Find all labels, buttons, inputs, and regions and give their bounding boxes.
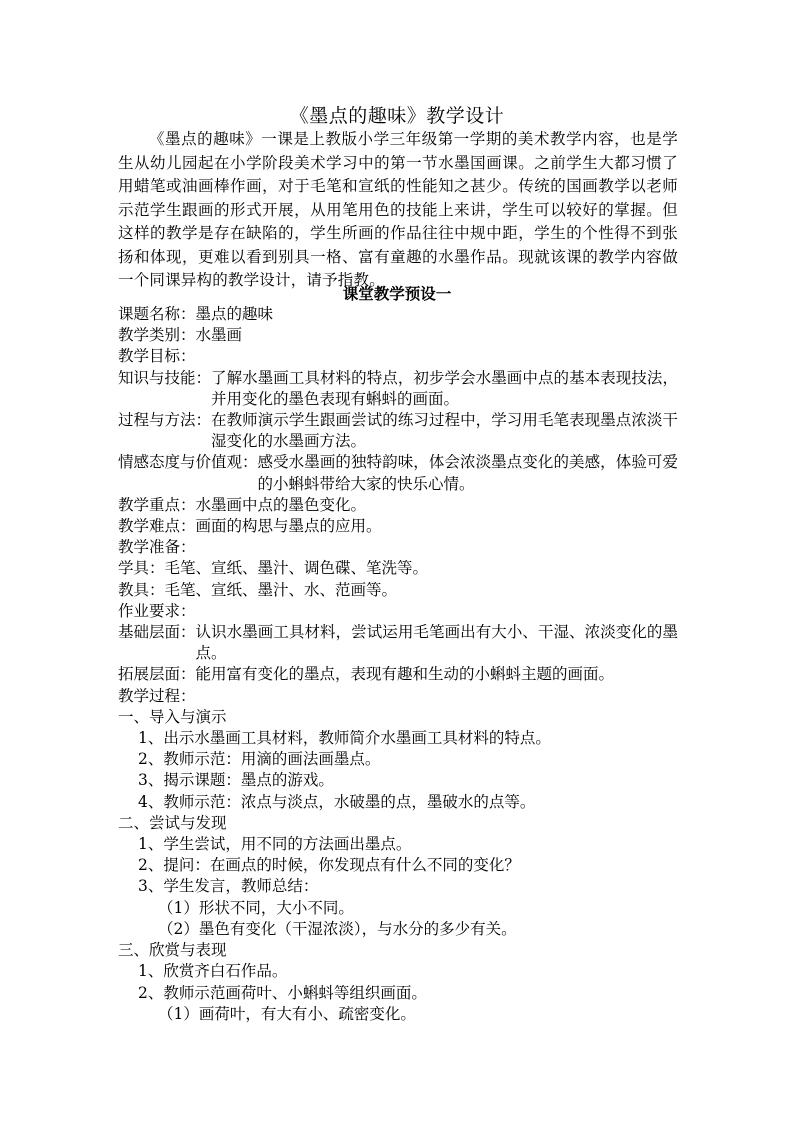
section-1-item-1: 1、出示水墨画工具材料，教师简介水墨画工具材料的特点。 [138, 729, 551, 748]
extend-level-line: 拓展层面：能用富有变化的墨点，表现有趣和生动的小蝌蚪主题的画面。 [118, 665, 615, 684]
teacher-tools-line: 教具：毛笔、宣纸、墨汁、水、范画等。 [118, 580, 398, 599]
emotion-goal-label: 情感态度与价值观： [118, 453, 258, 472]
emotion-goal-text: 感受水墨画的独特韵味，体会浓淡墨点变化的美感，体验可爱的小蝌蚪带给大家的快乐心情。 [257, 453, 678, 493]
section-2-subitem-2: （2）墨色有变化（干湿浓淡），与水分的多少有关。 [158, 919, 517, 938]
process-goal-label: 过程与方法： [118, 411, 212, 430]
homework-heading: 作业要求： [118, 601, 196, 620]
section-1-item-4: 4、教师示范：浓点与淡点，水破墨的点，墨破水的点等。 [138, 792, 536, 811]
student-tools-line: 学具：毛笔、宣纸、墨汁、调色碟、笔洗等。 [118, 559, 429, 578]
process-heading: 教学过程： [118, 686, 196, 705]
knowledge-goal-label: 知识与技能： [118, 368, 212, 387]
prep-heading: 教学准备： [118, 538, 196, 557]
basic-level-label: 基础层面： [118, 623, 196, 642]
document-title: 《墨点的趣味》教学设计 [289, 105, 505, 127]
section-3-heading: 三、欣赏与表现 [118, 941, 227, 960]
lesson-plan-body [118, 304, 678, 1025]
section-1-item-3: 3、揭示课题：墨点的游戏。 [138, 771, 334, 790]
section-2-item-2: 2、提问：在画点的时候，你发现点有什么不同的变化？ [138, 856, 520, 875]
basic-level [118, 622, 678, 664]
topic-line: 课题名称：墨点的趣味 [118, 305, 274, 323]
emotion-goal [118, 452, 678, 494]
goals-heading: 教学目标： [118, 347, 196, 366]
section-2-subitem-1: （1）形状不同，大小不同。 [158, 898, 354, 917]
basic-level-text: 认识水墨画工具材料，尝试运用毛笔画出有大小、干湿、浓淡变化的墨点。 [195, 623, 678, 663]
intro-paragraph: 《墨点的趣味》一课是上教版小学三年级第一学期的美术教学内容，也是学生从幼儿园起在小学阶段美术学习中的第一节水墨国画课。之前学生大都习惯了用蜡笔或油画棒作画，对于毛笔和宣纸的性能知之甚少。传统的国画教学以老师示范学生跟画的形式开展，从用笔用色的技能上来讲，学生可以较好的掌握。但这样的教学是存在缺陷的，学生所画的作品往往中规中距，学生的个性得不到张扬和体现，更难以看到别具一格、富有童趣的水墨作品。现就该课的教学内容做一个同课异构的教学设计，请予指教。 [118, 130, 678, 289]
section-2-item-1: 1、学生尝试，用不同的方法画出墨点。 [138, 835, 412, 854]
section-3-item-2: 2、教师示范画荷叶、小蝌蚪等组织画面。 [138, 983, 427, 1002]
process-goal-text: 在教师演示学生跟画尝试的练习过程中，学习用毛笔表现墨点浓淡干湿变化的水墨画方法。 [211, 411, 678, 451]
difficulty-line: 教学难点：画面的构思与墨点的应用。 [118, 517, 382, 536]
section-1-item-2: 2、教师示范：用滴的画法画墨点。 [138, 750, 381, 769]
section-3-subitem-1: （1）画荷叶，有大有小、疏密变化。 [158, 1004, 416, 1023]
section-2-item-3: 3、学生发言，教师总结： [138, 877, 319, 896]
process-goal [118, 410, 678, 452]
section-2-heading: 二、尝试与发现 [118, 813, 227, 832]
knowledge-goal-text: 了解水墨画工具材料的特点，初步学会水墨画中点的基本表现技法，并用变化的墨色表现有蝌蚪的画面。 [211, 368, 678, 408]
section-1-heading: 一、导入与演示 [118, 707, 227, 726]
category-line: 教学类别：水墨画 [118, 326, 243, 345]
key-point-line: 教学重点：水墨画中点的墨色变化。 [118, 495, 367, 514]
section-subtitle: 课堂教学预设一 [342, 284, 452, 303]
knowledge-goal [118, 368, 678, 410]
section-3-item-1: 1、欣赏齐白石作品。 [138, 962, 288, 981]
